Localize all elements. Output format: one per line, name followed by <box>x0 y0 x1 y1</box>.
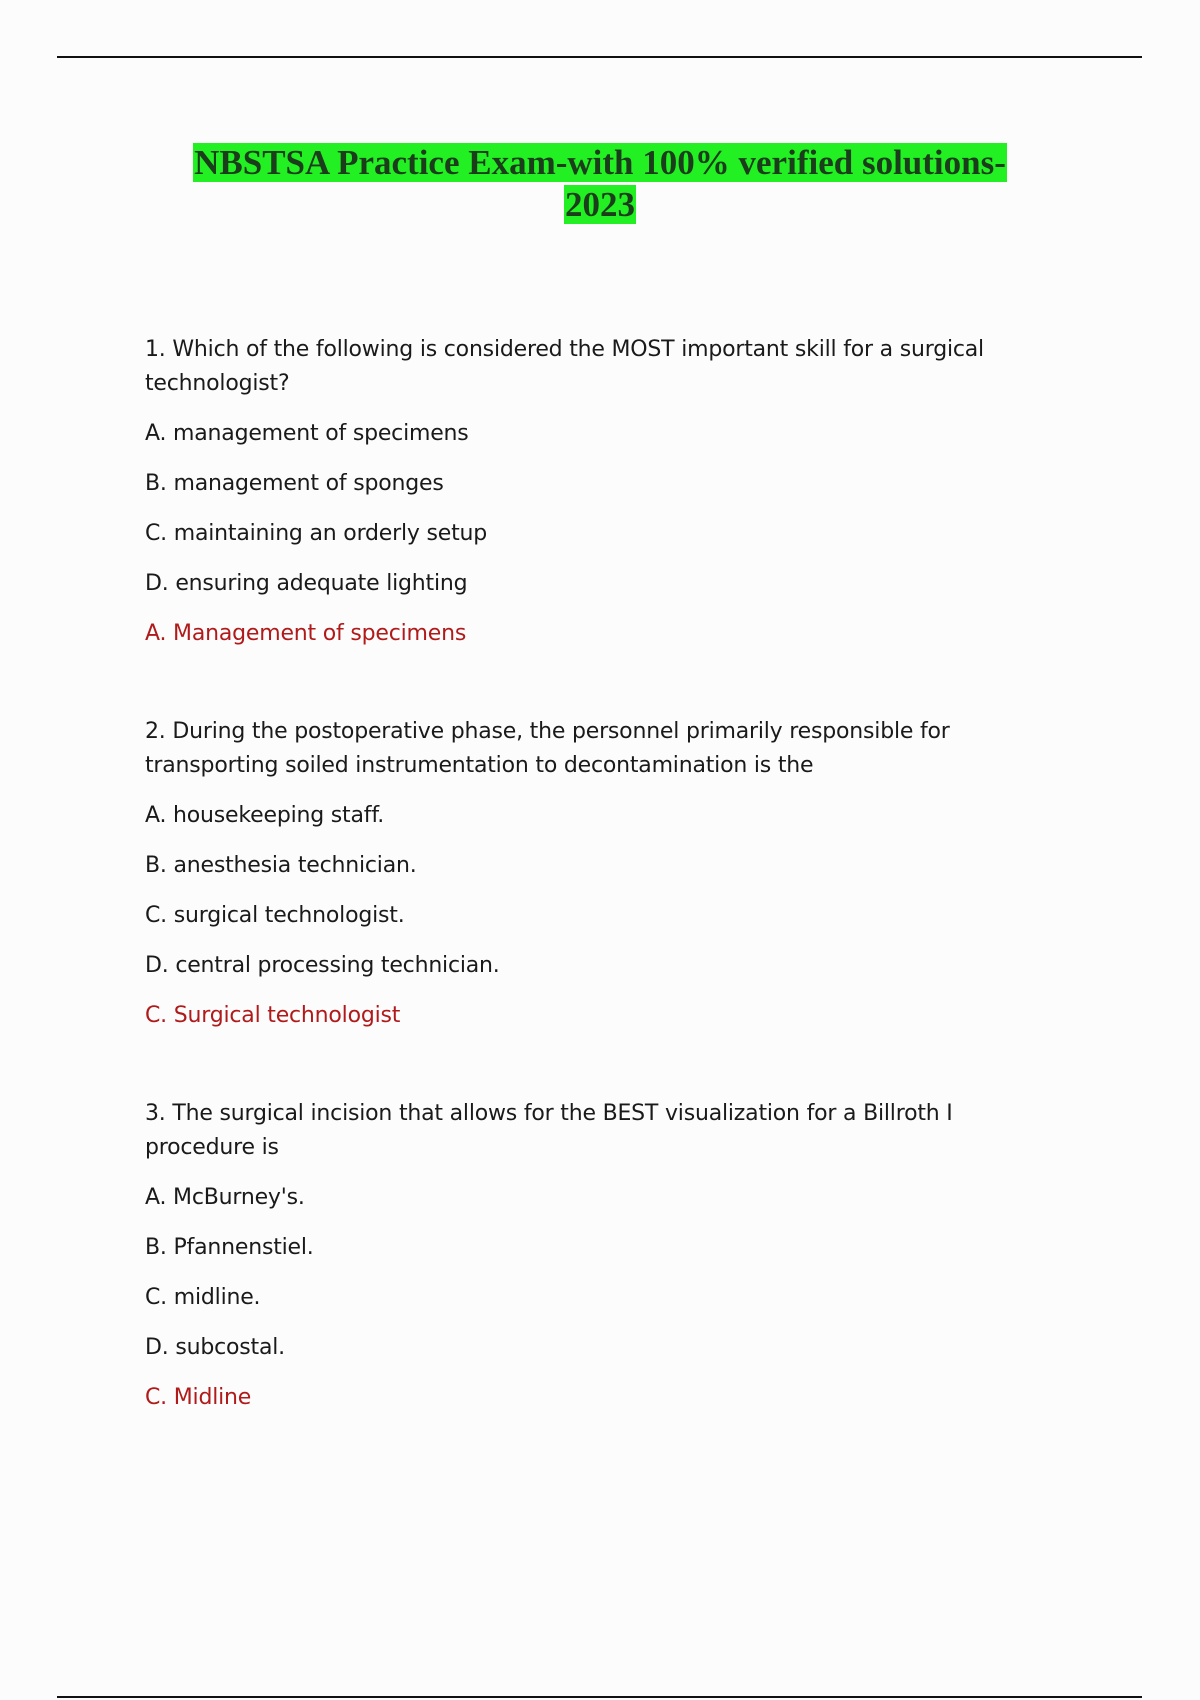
option-b: B. management of sponges <box>145 471 444 496</box>
answer-text: A. Management of specimens <box>145 621 467 646</box>
question-list <box>145 333 1065 1479</box>
question-1 <box>145 333 1065 651</box>
question-text: 2. During the postoperative phase, the personnel primarily responsible for transporting soiled instrumentation to decontamination is the <box>145 719 950 778</box>
option-c: C. midline. <box>145 1285 261 1310</box>
option-a: A. housekeeping staff. <box>145 803 385 828</box>
question-text: 3. The surgical incision that allows for the BEST visualization for a Billroth I procedure is <box>145 1101 953 1160</box>
option-c: C. maintaining an orderly setup <box>145 521 488 546</box>
option-a: A. McBurney's. <box>145 1185 305 1210</box>
bottom-rule <box>57 1696 1142 1698</box>
option-b: B. Pfannenstiel. <box>145 1235 314 1260</box>
title-line-1: NBSTSA Practice Exam-with 100% verified solutions- <box>194 143 1006 182</box>
answer-text: C. Midline <box>145 1385 252 1410</box>
top-rule <box>57 56 1142 58</box>
option-d: D. ensuring adequate lighting <box>145 571 468 596</box>
question-3 <box>145 1097 1065 1415</box>
option-b: B. anesthesia technician. <box>145 853 417 878</box>
question-2 <box>145 715 1065 1033</box>
question-text: 1. Which of the following is considered the MOST important skill for a surgical technologist? <box>145 337 984 396</box>
option-d: D. subcostal. <box>145 1335 285 1360</box>
option-d: D. central processing technician. <box>145 953 500 978</box>
option-a: A. management of specimens <box>145 421 469 446</box>
page-title <box>120 142 1080 226</box>
title-line-2: 2023 <box>565 185 635 224</box>
answer-text: C. Surgical technologist <box>145 1003 401 1028</box>
option-c: C. surgical technologist. <box>145 903 405 928</box>
